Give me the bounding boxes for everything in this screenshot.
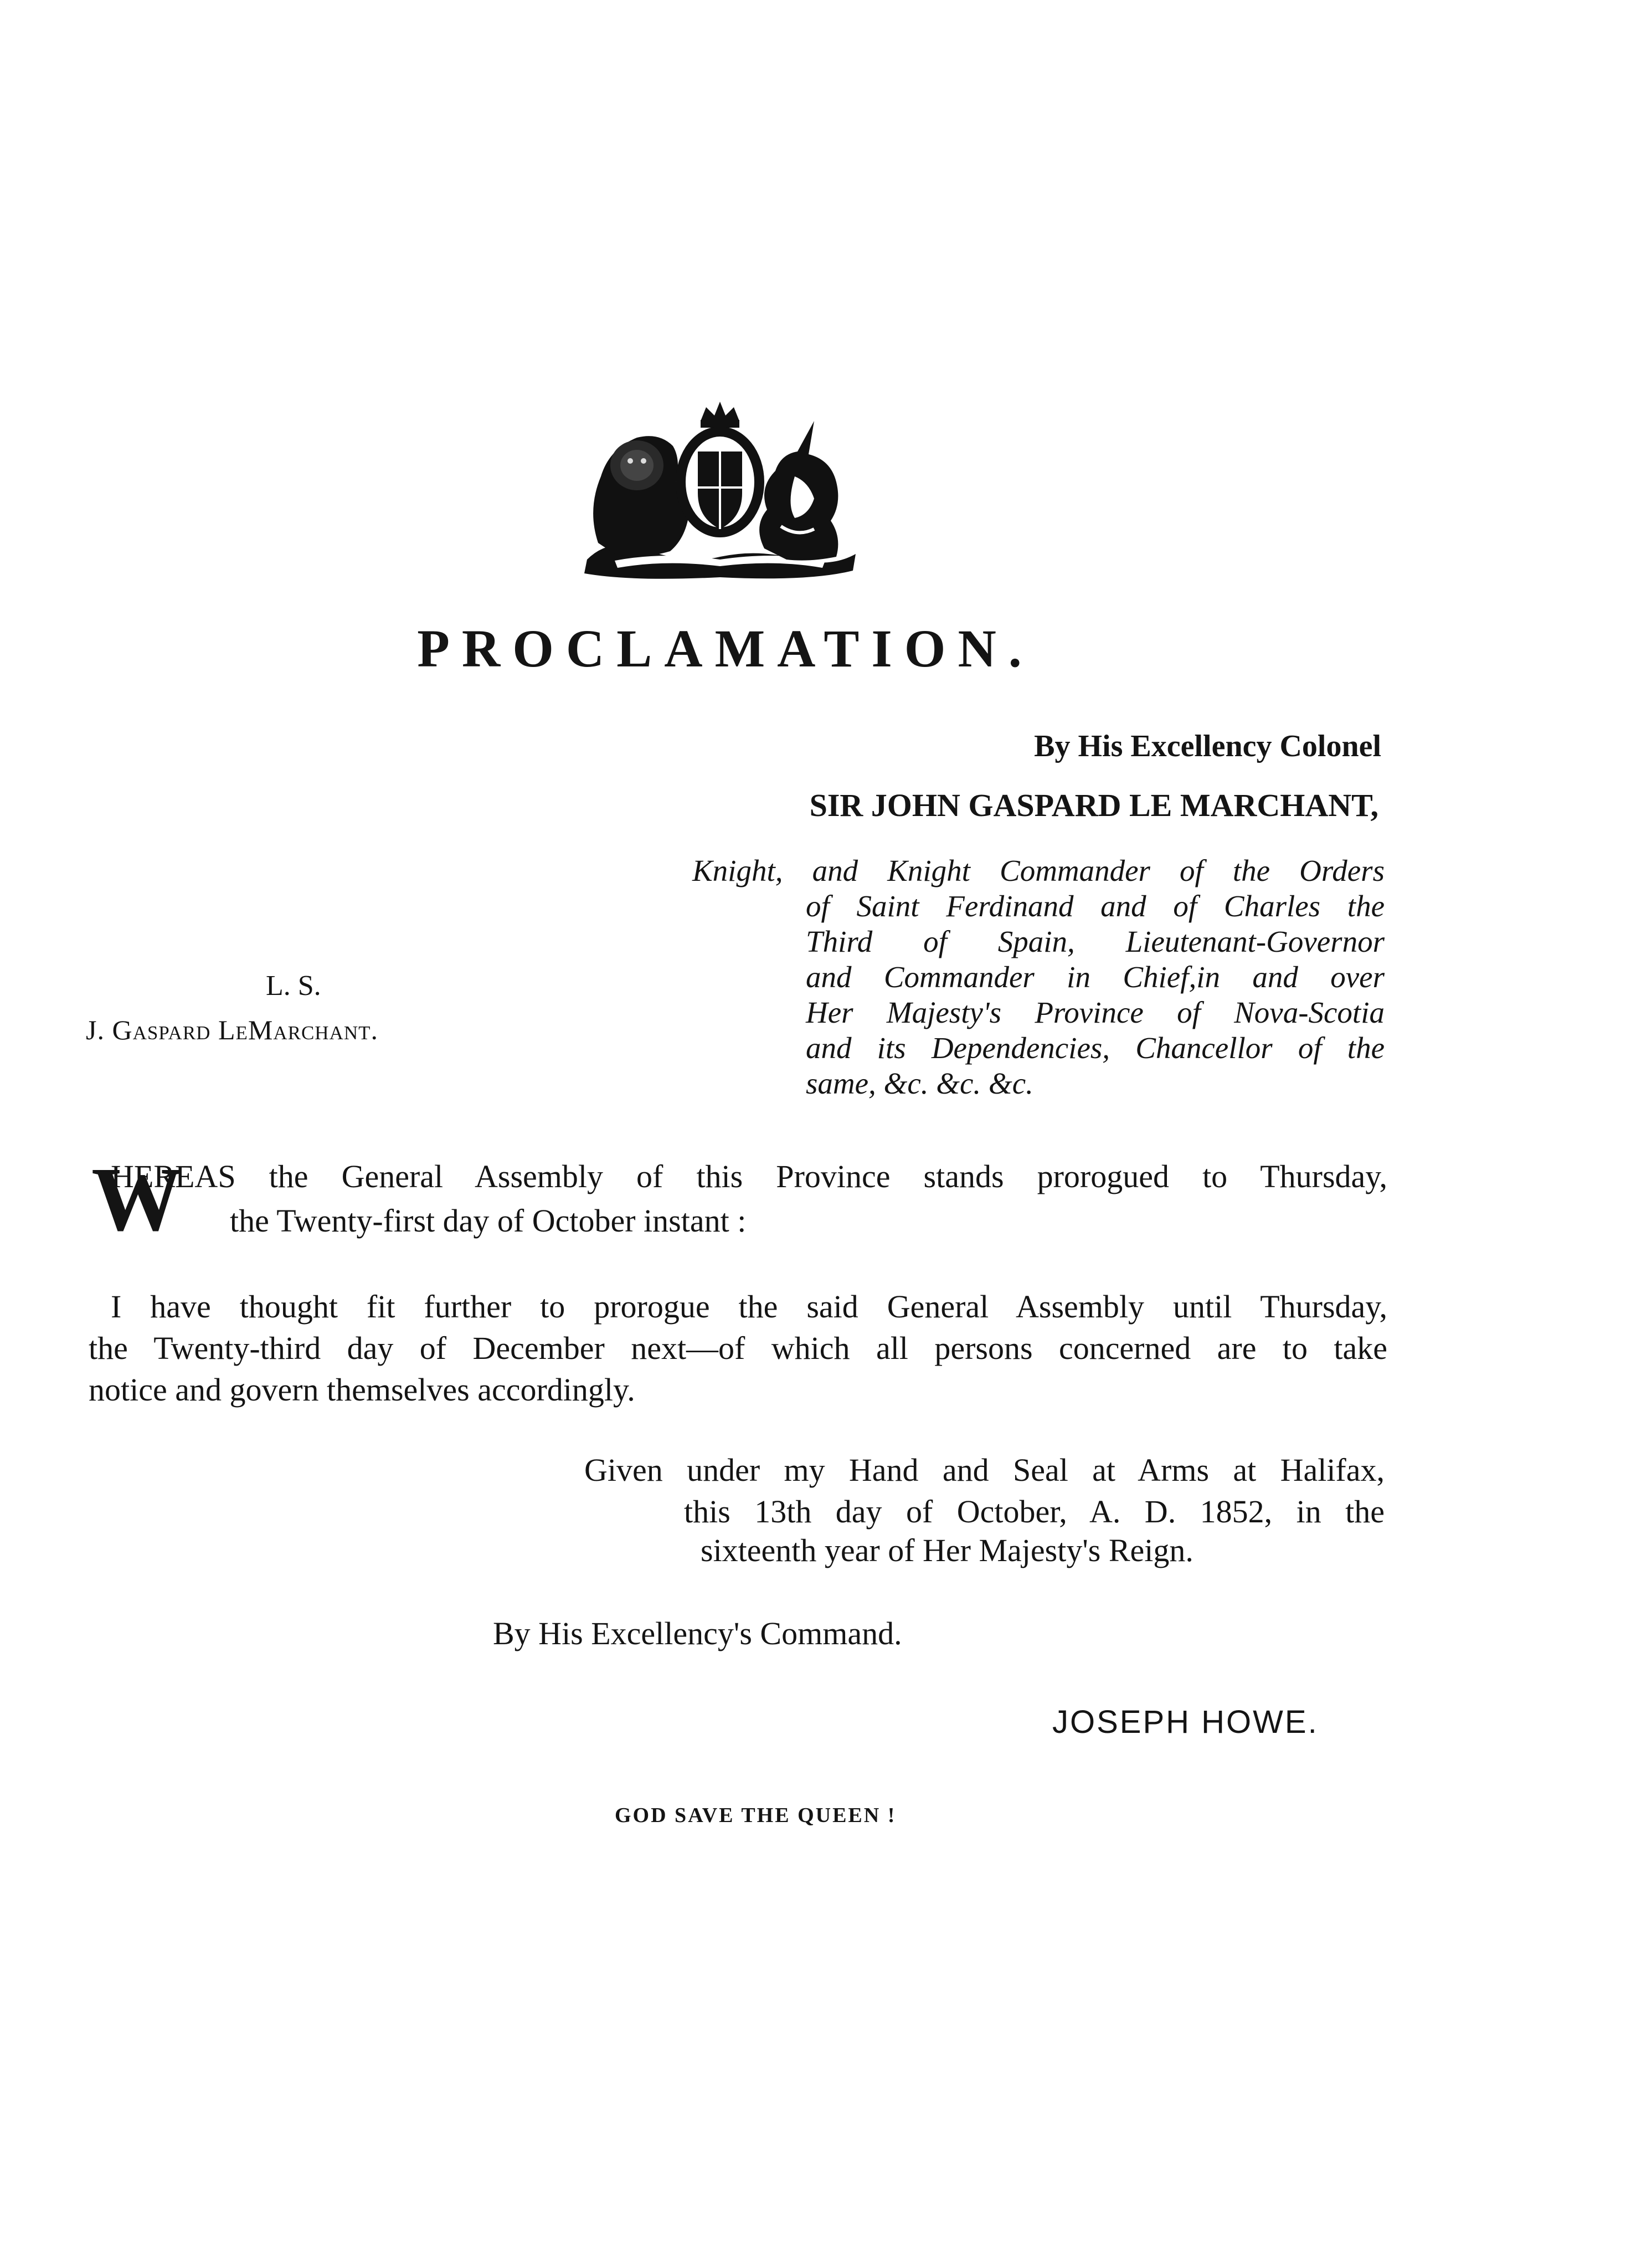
signatory: JOSEPH HOWE. [1052, 1704, 1319, 1740]
given-line-2: this 13th day of October, A. D. 1852, in the [684, 1494, 1385, 1530]
issuer-titles [692, 853, 1385, 1101]
titles-line-1: Knight, and Knight Commander of the Orders [692, 854, 1385, 887]
paragraph-1-line-2: the Twenty-first day of October instant : [230, 1203, 747, 1239]
paragraph-2-line-3: notice and govern themselves accordingly. [89, 1372, 635, 1408]
titles-line-7: same, &c. &c. &c. [806, 1066, 1033, 1100]
titles-line-3: Third of Spain, Lieutenant-Governor [806, 925, 1385, 958]
titles-line-5: Her Majesty's Province of Nova-Scotia [806, 996, 1385, 1029]
paragraph-1-line-1: HEREAS the General Assembly of this Province stands prorogued to Thursday, [111, 1158, 1387, 1194]
paragraph-2-line-2: the Twenty-third day of December next—of which all persons concerned are to take [89, 1330, 1387, 1366]
paragraph-2-line-1: I have thought fit further to prorogue the said General Assembly until Thursday, [111, 1289, 1387, 1325]
given-line-1: Given under my Hand and Seal at Arms at Halifax, [584, 1452, 1385, 1488]
titles-line-4: and Commander in Chief,in and over [806, 960, 1385, 994]
closing-line: GOD SAVE THE QUEEN ! [615, 1804, 897, 1827]
page-title: PROCLAMATION. [417, 619, 1034, 678]
coat-of-arms-emblem [576, 399, 864, 582]
issuer-name: SIR JOHN GASPARD LE MARCHANT, [809, 787, 1378, 823]
command-line: By His Excellency's Command. [493, 1615, 902, 1651]
titles-line-6: and its Dependencies, Chancellor of the [806, 1031, 1385, 1065]
governor-signature: J. Gaspard LeMarchant. [86, 1014, 379, 1045]
drop-cap: W [91, 1148, 183, 1250]
issuer-line-1: By His Excellency Colonel [1034, 729, 1381, 763]
titles-line-2: of Saint Ferdinand and of Charles the [806, 889, 1385, 923]
given-line-3: sixteenth year of Her Majesty's Reign. [701, 1532, 1193, 1568]
seal-mark: L. S. [266, 970, 321, 1002]
